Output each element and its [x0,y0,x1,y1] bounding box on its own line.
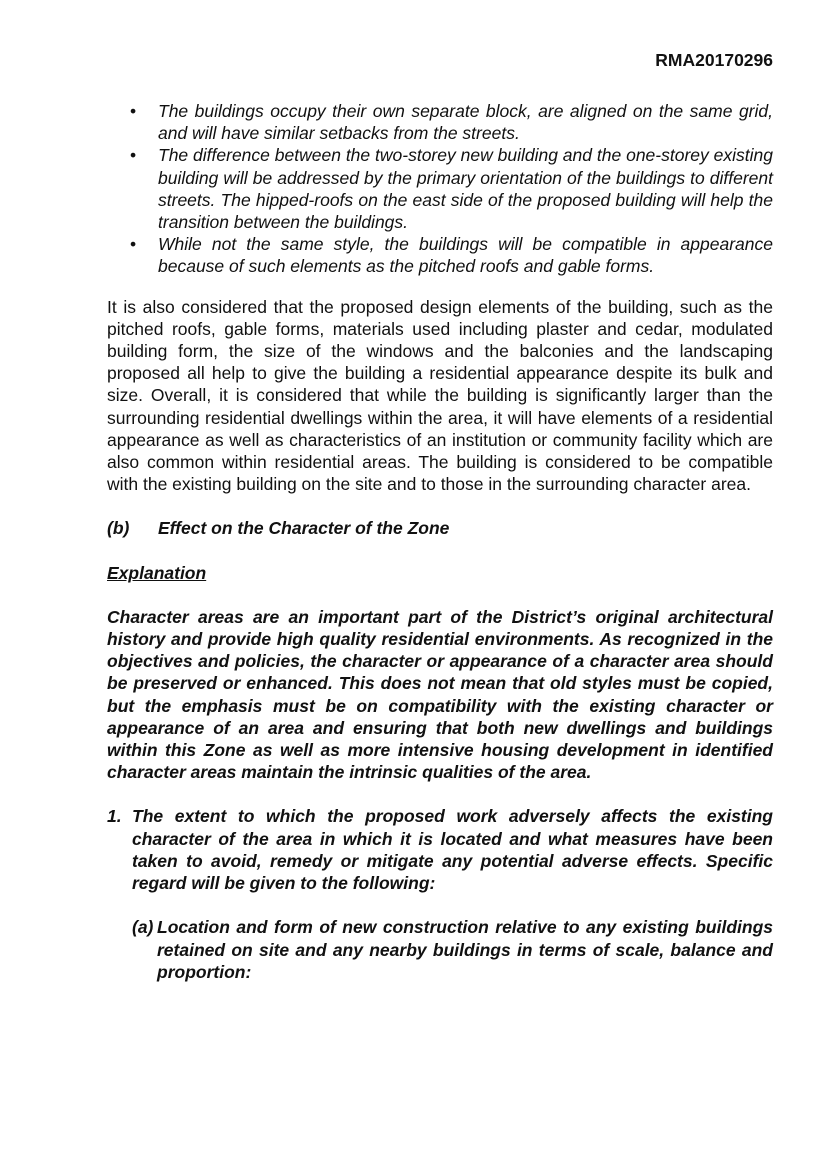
reference-number: RMA20170296 [655,50,773,70]
numbered-item [107,805,773,894]
subitem-label: (a) [132,917,154,938]
sub-item [132,916,773,983]
explanation-heading: Explanation [107,562,207,583]
bullet-symbol: • [130,101,137,121]
bullet-text: While not the same style, the buildings will be compatible in appearance because of such elements as the pitched roofs and gable forms. [158,234,773,277]
bullet-item [107,100,773,144]
item-number: 1. [107,806,122,827]
bullet-text: The difference between the two-storey new building and the one-storey existing building will be addressed by the primary orientation of the buildings to different streets. The hipped-roofs on the east side of the proposed building will help the transition between the buildings. [158,145,773,233]
bullet-symbol: • [130,145,137,166]
item-text: The extent to which the proposed work adversely affects the existing character of the area in which it is located and what measures have been taken to avoid, remedy or mitigate any potential adverse effects. Specific regard will be given to the following: [132,806,773,894]
section-title: Effect on the Character of the Zone [158,518,450,539]
bullet-symbol: • [130,234,137,255]
bullet-item [107,233,773,277]
explanation-text: Character areas are an important part of the District’s original architectural history and provide high quality residential environments. As recognized in the objectives and policies, the character or appearance of a character area should be preserved or enhanced. This does not mean that old styles must be copied, but the emphasis must be on compatibility with the existing character or appearance of an area and ensuring that both new dwellings and buildings within this Zone as well as more intensive housing development in identified character areas maintain the intrinsic qualities of the area. [107,606,773,783]
bullet-list [107,100,773,278]
body-paragraph: It is also considered that the proposed design elements of the building, such as the pitched roofs, gable forms, materials used including plaster and cedar, modulated building form, the size of the windows and the balconies and the landscaping proposed all help to give the building a residential appearance despite its bulk and size. Overall, it is considered that while the building is significantly larger than the surrounding residential dwellings within the area, it will have elements of a residential appearance as well as characteristics of an institution or community facility which are also common within residential areas. The building is considered to be compatible with the existing building on the site and to those in the surrounding character area. [107,296,773,495]
section-label: (b) [107,518,130,539]
subitem-text: Location and form of new construction relative to any existing buildings retained on site and any nearby buildings in terms of scale, balance and proportion: [157,917,773,982]
section-heading [107,517,773,539]
bullet-text: The buildings occupy their own separate block, are aligned on the same grid, and will have similar setbacks from the streets. [158,101,773,144]
document-body [107,100,773,983]
bullet-item [107,144,773,233]
